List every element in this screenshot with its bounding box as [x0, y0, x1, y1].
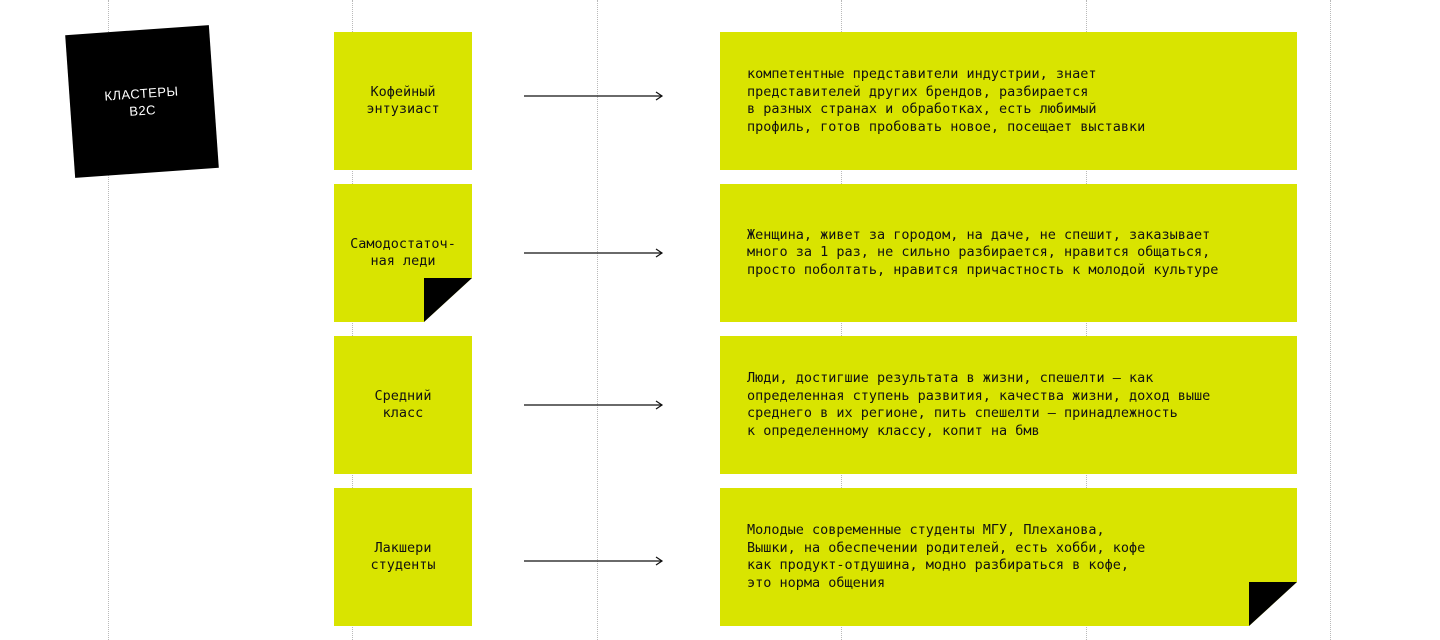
cluster-label: Кофейный энтузиаст	[366, 84, 440, 117]
arrow-right-icon	[524, 248, 664, 258]
cluster-label: Средний класс	[374, 388, 432, 421]
cluster-description: компетентные представители индустрии, знает представителей других брендов, разбирается в разных странах и обработках, есть любимый профиль, готов пробовать новое, посещает выставки	[747, 66, 1146, 135]
page-title: КЛАСТЕРЫ B2C	[103, 82, 179, 119]
arrow-right-icon	[524, 556, 664, 566]
cluster-label: Лакшери студенты	[370, 540, 436, 573]
cluster-description-card	[720, 488, 1297, 626]
cluster-description-card	[720, 336, 1297, 474]
cluster-description: Женщина, живет за городом, на даче, не спешит, заказывает много за 1 раз, не сильно разбирается, нравится общаться, просто поболтать, нравится причастность к молодой культуре	[747, 226, 1219, 278]
title-card	[65, 25, 219, 178]
cluster-label: Самодостаточ- ная леди	[350, 236, 456, 269]
grid-line	[1330, 0, 1331, 640]
cluster-label-card	[334, 336, 472, 474]
cluster-description-card	[720, 184, 1297, 322]
arrow-right-icon	[524, 400, 664, 410]
cluster-description: Молодые современные студенты МГУ, Плеханова, Вышки, на обеспечении родителей, есть хобби, кофе как продукт-отдушина, модно разбираться в кофе, это норма общения	[747, 522, 1146, 591]
cluster-description-card	[720, 32, 1297, 170]
cluster-label-card	[334, 488, 472, 626]
arrow-right-icon	[524, 91, 664, 101]
cluster-label-card	[334, 184, 472, 322]
cluster-description: Люди, достигшие результата в жизни, спешелти — как определенная ступень развития, качества жизни, доход выше среднего в их регионе, пить спешелти — принадлежность к определенному классу, копит на бмв	[747, 370, 1211, 439]
cluster-label-card	[334, 32, 472, 170]
